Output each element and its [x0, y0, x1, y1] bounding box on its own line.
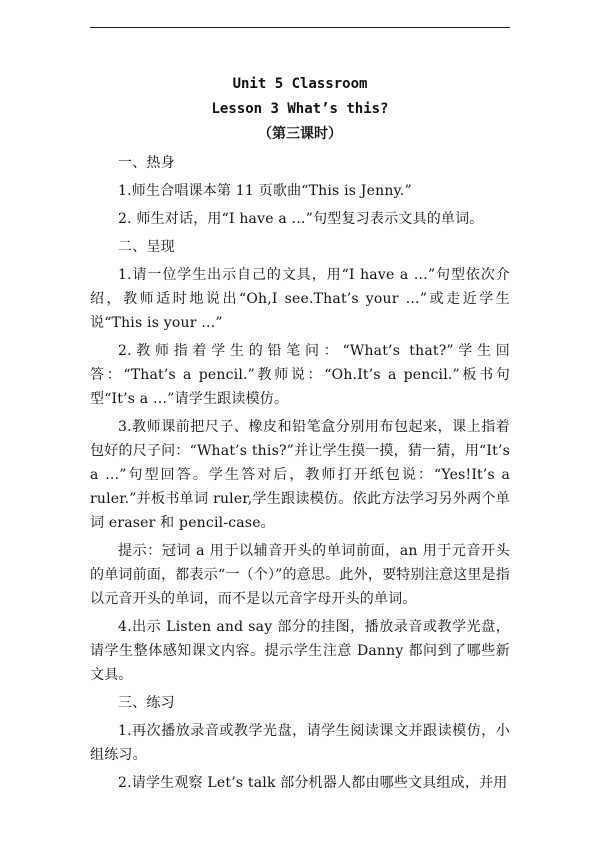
header-rule: [90, 27, 510, 28]
lesson-period: （第三课时）: [258, 126, 342, 142]
paragraph: 2. 师生对话，用“I have a …”句型复习表示文具的单词。: [118, 211, 484, 227]
paragraph: 2.教师指着学生的铅笔问：“What’s that?”学生回答：“That’s a pencil.”教师说：“Oh.It’s a pencil.”板书句型“It’s a …”请学生跟读模仿。: [90, 343, 510, 407]
paragraph: 1.再次播放录音或教学光盘，请学生阅读课文并跟读模仿，小组练习。: [90, 723, 510, 763]
tip-paragraph: 提示：冠词 a 用于以辅音开头的单词前面，an 用于元音开头的单词前面，都表示“一（个）”的意思。此外，要特别注意这里是指以元音开头的单词，而不是以元音字母开头的单词。: [90, 543, 510, 607]
unit-title: Unit 5 Classroom: [232, 76, 368, 92]
paragraph: 4.出示 Listen and say 部分的挂图，播放录音或教学光盘，请学生整体感知课文内容。提示学生注意 Danny 都问到了哪些新文具。: [90, 619, 510, 683]
paragraph: 2.请学生观察 Let’s talk 部分机器人都由哪些文具组成，并用: [118, 775, 508, 791]
paragraph: 3.教师课前把尺子、橡皮和铅笔盒分别用布包起来，课上指着包好的尺子问：“What’s this?”并让学生摸一摸，猜一猜，用“It’s a …”句型回答。学生答对后，教师打开纸包说：“Yes!It’s a ruler.”并板书单词 ruler,学生跟读模仿。依此方法学习另外两个单词 eraser 和 pencil-case。: [90, 419, 510, 531]
paragraph: 1.师生合唱课本第 11 页歌曲“This is Jenny.”: [118, 183, 412, 199]
section-heading-warmup: 一、热身: [118, 155, 175, 171]
paragraph: 1.请一位学生出示自己的文具，用“I have a …”句型依次介绍，教师适时地说出“Oh,I see.That’s your …”或走近学生说“This is your …”: [90, 267, 510, 331]
document-body: [90, 72, 510, 799]
section-heading-presentation: 二、呈现: [118, 239, 175, 255]
lesson-title: Lesson 3 What’s this?: [211, 101, 389, 117]
section-heading-practice: 三、练习: [118, 695, 175, 711]
